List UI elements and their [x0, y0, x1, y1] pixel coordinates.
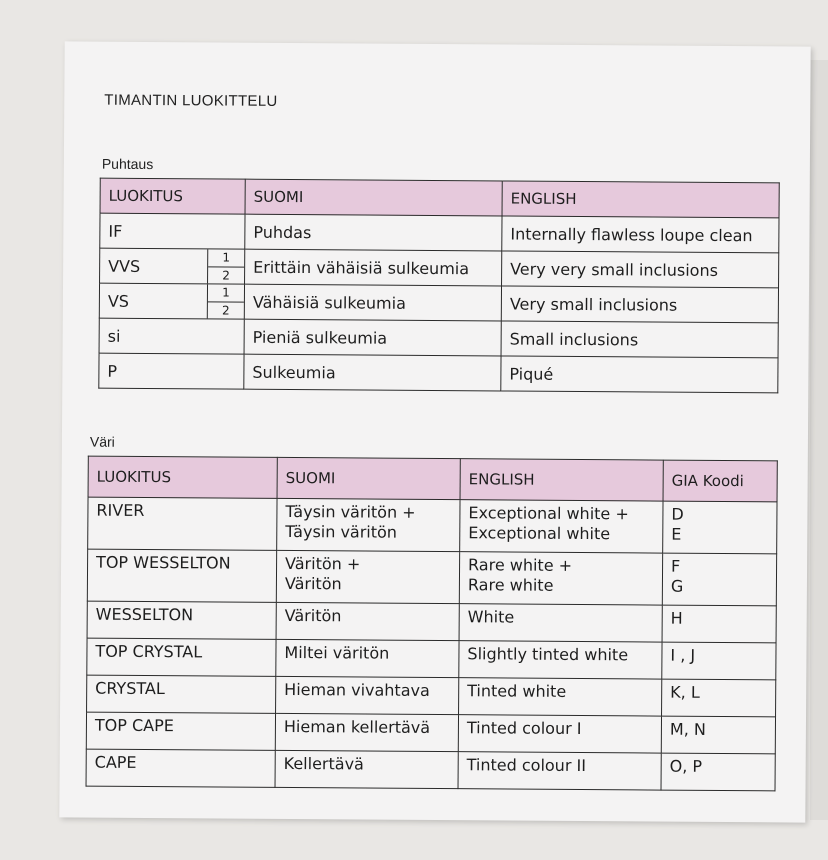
table-row — [87, 638, 776, 680]
color-grade: RIVER — [88, 497, 277, 550]
color-en — [460, 500, 663, 553]
color-grade: CRYSTAL — [87, 675, 276, 713]
table-row — [87, 601, 776, 643]
color-en: Slightly tinted white — [459, 641, 662, 679]
clarity-label: Puhtaus — [101, 155, 154, 173]
subgrade-1: 1 — [208, 249, 244, 267]
color-fi: Hieman kellertävä — [275, 713, 458, 751]
clarity-code-cell — [99, 283, 244, 319]
color-en: White — [459, 604, 662, 642]
color-gia: K, L — [662, 679, 776, 717]
color-fi — [277, 498, 460, 551]
table-row — [99, 353, 778, 393]
color-gia — [662, 553, 776, 606]
clarity-en: Internally flawless loupe clean — [502, 216, 779, 253]
color-gia-line: D — [671, 504, 684, 524]
clarity-en: Very small inclusions — [501, 286, 778, 323]
color-gia: I , J — [662, 642, 776, 680]
color-fi: Kellertävä — [275, 750, 458, 788]
color-en: Tinted colour I — [458, 715, 661, 753]
table-row — [86, 749, 775, 791]
color-gia — [663, 501, 777, 554]
clarity-table — [98, 178, 779, 394]
color-gia: M, N — [661, 716, 775, 754]
clarity-subgrade — [207, 284, 244, 318]
clarity-fi: Puhdas — [245, 214, 502, 251]
clarity-fi: Erittäin vähäisiä sulkeumia — [245, 249, 502, 286]
color-header-row — [88, 456, 777, 502]
clarity-code-cell — [100, 248, 245, 284]
header-gia: GIA Koodi — [663, 460, 777, 502]
color-fi-line: Täysin väritön + — [285, 501, 416, 522]
card-edge — [810, 60, 828, 820]
header-english: ENGLISH — [502, 181, 779, 218]
color-en: Tinted colour II — [458, 752, 661, 790]
color-en: Tinted white — [459, 678, 662, 716]
clarity-en: Small inclusions — [501, 321, 778, 358]
color-grade: TOP CAPE — [86, 712, 275, 750]
table-row — [87, 675, 776, 717]
clarity-fi: Pieniä sulkeumia — [244, 319, 501, 356]
header-suomi: SUOMI — [245, 179, 502, 216]
color-fi — [276, 550, 459, 603]
subgrade-2: 2 — [222, 268, 230, 283]
diamond-grading-card — [59, 41, 810, 822]
table-row — [87, 549, 776, 606]
subgrade-2: 2 — [221, 303, 230, 318]
table-row — [99, 283, 778, 323]
header-luokitus: LUOKITUS — [88, 456, 277, 498]
color-gia: H — [662, 605, 776, 643]
color-fi: Miltei väritön — [276, 639, 459, 677]
table-row — [100, 248, 779, 288]
color-fi-line: Täysin väritön — [285, 521, 398, 542]
color-grade: WESSELTON — [87, 601, 276, 639]
color-gia-line: G — [670, 576, 684, 596]
color-gia-line: F — [671, 556, 681, 576]
clarity-code: IF — [100, 213, 245, 249]
table-row — [99, 318, 778, 358]
clarity-code: si — [99, 318, 244, 354]
color-en-line: Rare white — [467, 575, 554, 595]
header-english: ENGLISH — [460, 459, 663, 501]
table-row — [88, 497, 777, 554]
clarity-en: Piqué — [501, 356, 778, 393]
clarity-en: Very very small inclusions — [502, 251, 779, 288]
color-fi-line: Väritön — [284, 573, 342, 594]
color-en — [459, 552, 662, 605]
subgrade-1: 1 — [208, 284, 244, 302]
color-fi: Hieman vivahtava — [276, 676, 459, 714]
table-row — [100, 213, 779, 253]
color-table — [86, 456, 778, 792]
clarity-fi: Sulkeumia — [244, 354, 501, 391]
color-en-line: Rare white + — [468, 555, 573, 575]
card-title: TIMANTIN LUOKITTELU — [104, 91, 278, 110]
clarity-header-row — [100, 178, 779, 218]
header-luokitus: LUOKITUS — [100, 178, 245, 214]
color-grade: TOP CRYSTAL — [87, 638, 276, 676]
color-label: Väri — [89, 433, 115, 450]
color-grade: TOP WESSELTON — [87, 549, 276, 602]
table-row — [86, 712, 775, 754]
header-suomi: SUOMI — [277, 457, 460, 499]
clarity-code: P — [99, 353, 244, 389]
clarity-code: VVS — [108, 256, 141, 276]
clarity-subgrade — [207, 249, 244, 283]
color-gia-line: E — [671, 524, 682, 544]
color-fi: Väritön — [276, 602, 459, 640]
color-fi-line: Väritön + — [285, 553, 361, 574]
color-en-line: Exceptional white + — [468, 503, 629, 524]
color-gia: O, P — [661, 753, 775, 791]
clarity-fi: Vähäisiä sulkeumia — [244, 284, 501, 321]
color-en-line: Exceptional white — [468, 523, 611, 544]
color-grade: CAPE — [86, 749, 275, 787]
clarity-code: VS — [107, 291, 130, 311]
